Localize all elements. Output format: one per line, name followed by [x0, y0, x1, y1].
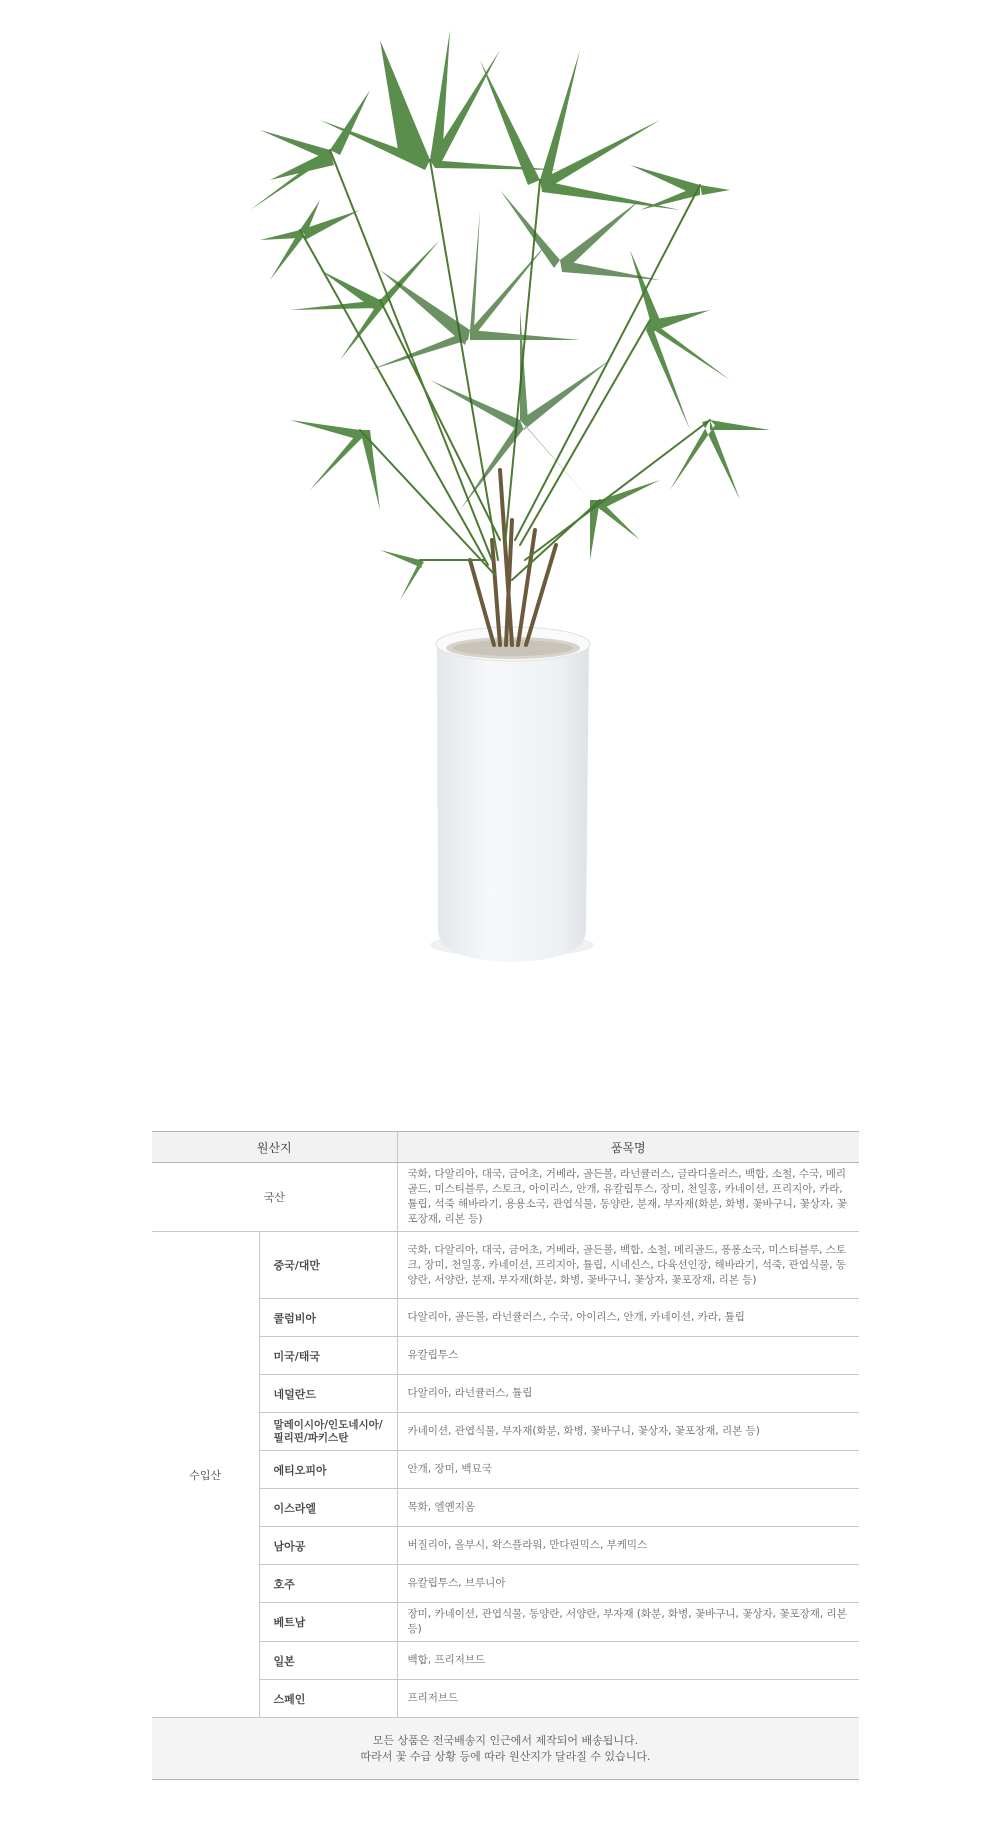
items-cell: 버질리아, 올부시, 왁스플라워, 만다린믹스, 부케믹스 — [397, 1527, 859, 1565]
table-row — [152, 1299, 859, 1337]
items-cell: 장미, 카네이션, 관엽식물, 동양란, 서양란, 부자재 (화분, 화병, 꽃바구니, 꽃상자, 꽃포장재, 리본 등) — [397, 1603, 859, 1642]
country-cell: 중국/대만 — [259, 1232, 397, 1299]
table-header-row — [152, 1132, 859, 1163]
notice-cell — [152, 1718, 859, 1780]
items-cell: 다알리아, 라넌큘러스, 튤립 — [397, 1375, 859, 1413]
country-cell: 말레이시아/인도네시아/ 필리핀/파키스탄 — [259, 1413, 397, 1451]
header-items: 품목명 — [397, 1132, 859, 1163]
origin-imported: 수입산 — [152, 1232, 259, 1718]
items-cell: 다알리아, 골든볼, 라넌큘러스, 수국, 아이리스, 안개, 카네이션, 카라, 튤립 — [397, 1299, 859, 1337]
notice-row — [152, 1718, 859, 1780]
country-cell: 에티오피아 — [259, 1451, 397, 1489]
table-row — [152, 1642, 859, 1680]
table-row — [152, 1680, 859, 1718]
table-row-domestic — [152, 1163, 859, 1232]
notice-line-2: 따라서 꽃 수급 상황 등에 따라 원산지가 달라질 수 있습니다. — [360, 1749, 651, 1763]
items-cell: 프리저브드 — [397, 1680, 859, 1718]
items-cell: 목화, 엘옌지옴 — [397, 1489, 859, 1527]
table-row — [152, 1603, 859, 1642]
table-row — [152, 1451, 859, 1489]
origin-table — [152, 1131, 859, 1780]
items-domestic: 국화, 다알리아, 대국, 금어초, 거베라, 골든볼, 라넌큘러스, 글라디올러스, 백합, 소철, 수국, 메리골드, 미스티블루, 스토크, 아이리스, 안개, 유칼립투스, 장미, 천일홍, 카네이션, 프리지아, 카라, 튤립, 석죽 해바라기, 용용소국, 관엽식물, 동양란, 분재, 부자재(화분, 화병, 꽃바구니, 꽃상자, 꽃포장재, 리본 등) — [397, 1163, 859, 1232]
palm-plant — [250, 30, 770, 645]
items-cell: 카네이션, 관엽식물, 부자재(화분, 화병, 꽃바구니, 꽃상자, 꽃포장재, 리본 등) — [397, 1413, 859, 1451]
country-cell: 호주 — [259, 1565, 397, 1603]
origin-domestic: 국산 — [152, 1163, 397, 1232]
country-cell: 네덜란드 — [259, 1375, 397, 1413]
country-cell: 이스라엘 — [259, 1489, 397, 1527]
plant-pot — [430, 627, 594, 962]
country-cell: 베트남 — [259, 1603, 397, 1642]
table-row — [152, 1413, 859, 1451]
table-row — [152, 1489, 859, 1527]
table-row — [152, 1337, 859, 1375]
table-row — [152, 1375, 859, 1413]
header-origin: 원산지 — [152, 1132, 397, 1163]
items-cell: 백합, 프리저브드 — [397, 1642, 859, 1680]
table-row — [152, 1527, 859, 1565]
table-row — [152, 1565, 859, 1603]
country-cell: 스페인 — [259, 1680, 397, 1718]
items-cell: 안개, 장미, 백묘국 — [397, 1451, 859, 1489]
notice-line-1: 모든 상품은 전국배송지 인근에서 제작되어 배송됩니다. — [372, 1733, 639, 1747]
items-cell: 국화, 다알리아, 대국, 금어초, 거베라, 골든볼, 백합, 소철, 메리골드, 퐁퐁소국, 미스티블루, 스토크, 장미, 천일홍, 카네이션, 프리지아, 튤립, 시네신스, 다육선인장, 해바라기, 석죽, 관엽식물, 동양란, 서양란, 분재, 부자재(화분, 화병, 꽃바구니, 꽃상자, 꽃포장재, 리본 등) — [397, 1232, 859, 1299]
items-cell: 유칼립투스, 브루니아 — [397, 1565, 859, 1603]
items-cell: 유칼립투스 — [397, 1337, 859, 1375]
country-cell: 일본 — [259, 1642, 397, 1680]
country-cell: 남아공 — [259, 1527, 397, 1565]
table-row — [152, 1232, 859, 1299]
country-cell: 미국/태국 — [259, 1337, 397, 1375]
country-cell: 콜럼비아 — [259, 1299, 397, 1337]
